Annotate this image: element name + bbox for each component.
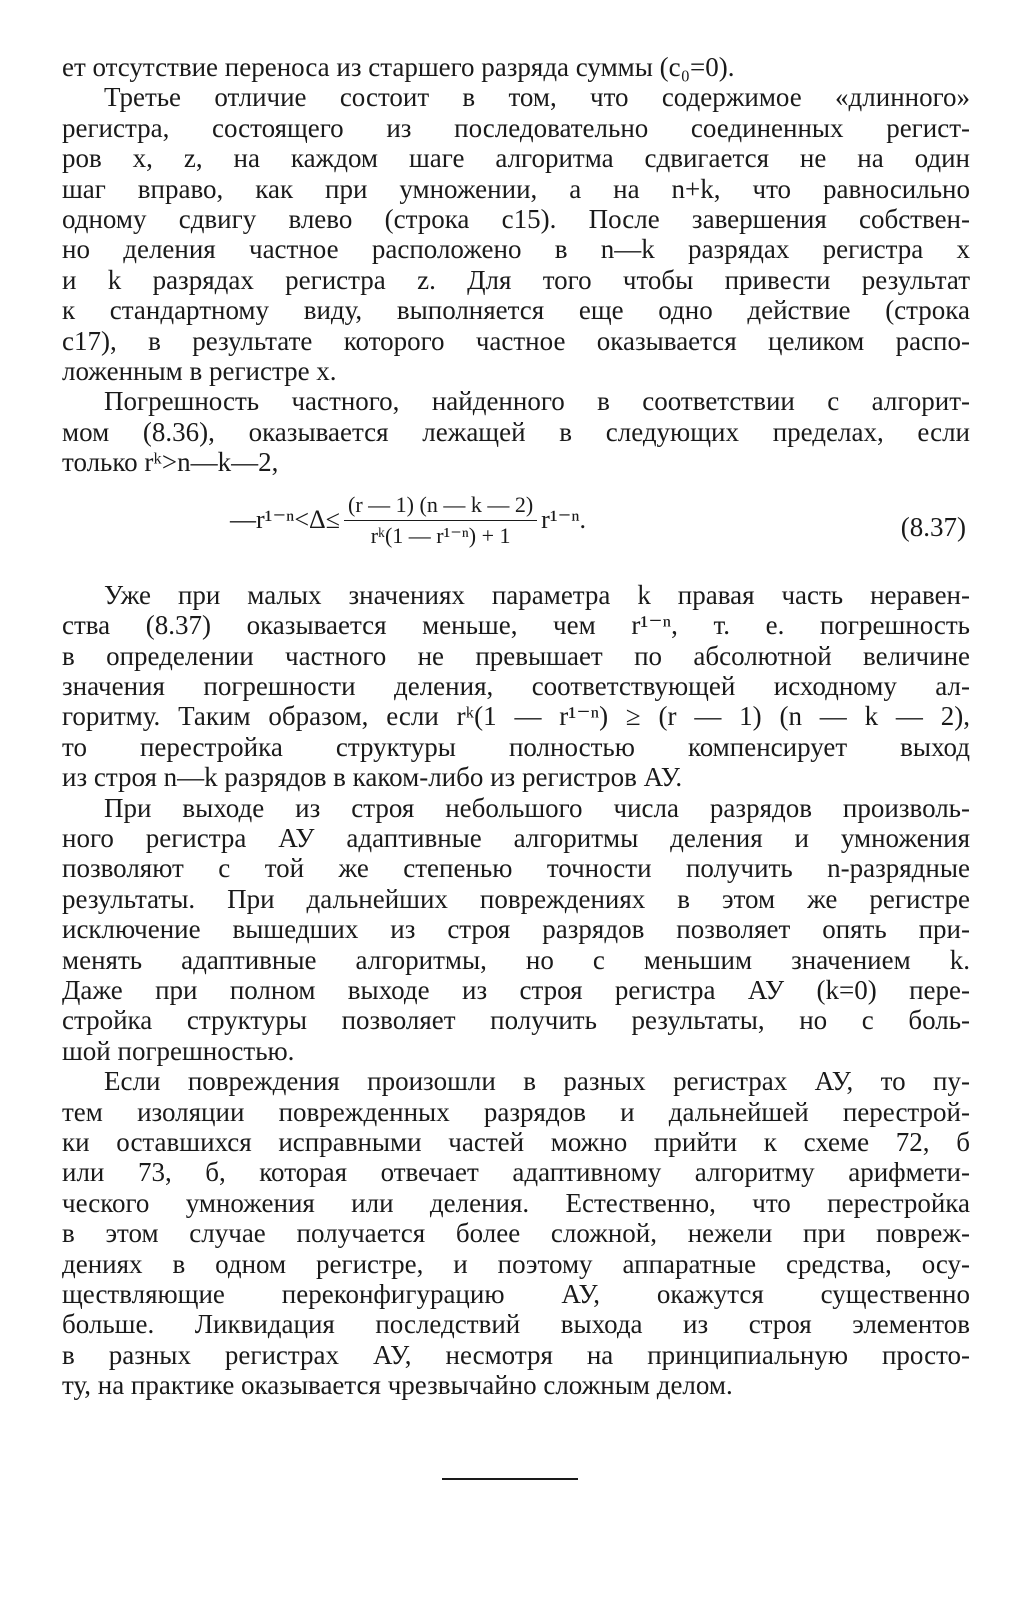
equation-fraction [344,492,537,549]
text-line: ров x, z, на каждом шаге алгоритма сдвигается не на один [62,143,970,174]
text-line: в определении частного не превышает по абсолютной величине [62,640,970,671]
text-line: позволяют с той же степенью точности получить n-разрядные [62,853,970,884]
text-line: Погрешность частного, найденного в соответствии с алгорит- [104,386,970,417]
text-line: и k разрядах регистра z. Для того чтобы привести результат [62,264,970,295]
text-line: значения погрешности деления, соответствующей исходному ал- [62,670,970,701]
text-line: одному сдвигу влево (строка c15). После завершения собствен- [62,204,970,235]
equation-left: —r¹⁻ⁿ<Δ≤ [230,505,341,535]
text-line: в этом случае получается более сложной, нежели при повреж- [62,1218,970,1249]
text-line: стройка структуры позволяет получить результаты, но с боль- [62,1005,970,1036]
equation-8-37 [62,484,970,576]
text-line: шой погрешностью. [62,1035,295,1066]
text-line: ческого умножения или деления. Естественно, что перестройка [62,1187,970,1218]
text-line: Даже при полном выходе из строя регистра АУ (k=0) пере- [62,974,970,1005]
equation-numerator: (r — 1) (n — k — 2) [344,492,537,521]
equation-number: (8.37) [900,511,966,542]
text-line: горитму. Таким образом, если rᵏ(1 — r¹⁻ⁿ) ≥ (r — 1) (n — k — 2), [62,701,970,732]
text-line: исключение вышедших из строя разрядов позволяет опять при- [62,914,970,945]
paragraph-failure-multiple-registers [62,1066,970,1400]
text-line: ства (8.37) оказывается меньше, чем r¹⁻ⁿ, т. е. погрешность [62,610,970,641]
text-line: дениях в одном регистре, и поэтому аппаратные средства, осу- [62,1248,970,1279]
equation-right: r¹⁻ⁿ. [541,505,587,535]
paragraph-failure-single-register [62,793,970,1067]
text-line: в разных регистрах АУ, несмотря на принципиальную просто- [62,1339,970,1370]
text-line: из строя n—k разрядов в каком-либо из регистров АУ. [62,762,683,793]
text-line: менять адаптивные алгоритмы, но с меньшим значением k. [62,944,970,975]
text-line: шаг вправо, как при умножении, а на n+k, что равносильно [62,173,970,204]
text-line: Третье отличие состоит в том, что содержимое «длинного» [104,82,970,113]
paragraph-third-difference [62,82,970,386]
text-line: только rᵏ>n—k—2, [62,447,279,478]
section-separator-rule [442,1478,578,1480]
text-line: или 73, б, которая отвечает адаптивному алгоритму арифмети- [62,1157,970,1188]
text-line: больше. Ликвидация последствий выхода из строя элементов [62,1309,970,1340]
text-line: но деления частное расположено в n—k разрядах регистра x [62,234,970,265]
text-line: ту, на практике оказывается чрезвычайно сложным делом. [62,1370,733,1401]
paragraph-error-bounds [62,386,970,477]
paragraph-continuation [62,52,970,82]
text-line: ществляющие переконфигурацию АУ, окажутся существенно [62,1279,970,1310]
text-line: ного регистра АУ адаптивные алгоритмы деления и умножения [62,822,970,853]
text-line: c17), в результате которого частное оказывается целиком распо- [62,325,970,356]
text-line: то перестройка структуры полностью компенсирует выход [62,731,970,762]
text-line: результаты. При дальнейших повреждениях в этом же регистре [62,883,970,914]
equation-denominator: rᵏ(1 — r¹⁻ⁿ) + 1 [370,522,511,548]
text-line: Если повреждения произошли в разных регистрах АУ, то пу- [104,1066,970,1097]
text-line: ет отсутствие переноса из старшего разряда суммы (c₀=0). [62,52,735,82]
text-line: тем изоляции поврежденных разрядов и дальнейшей перестрой- [62,1096,970,1127]
equation-body [230,492,586,549]
text-line: к стандартному виду, выполняется еще одно действие (строка [62,295,970,326]
text-line: При выходе из строя небольшого числа разрядов произволь- [104,792,970,823]
text-line: регистра, состоящего из последовательно соединенных регист- [62,112,970,143]
text-line: мом (8.36), оказывается лежащей в следующих пределах, если [62,416,970,447]
text-line: ложенным в регистре x. [62,356,337,387]
text-line: Уже при малых значениях параметра k правая часть неравен- [104,579,970,610]
page-body [62,52,970,1401]
text-line: ки оставшихся исправными частей можно прийти к схеме 72, б [62,1127,970,1157]
paragraph-small-k [62,580,970,793]
